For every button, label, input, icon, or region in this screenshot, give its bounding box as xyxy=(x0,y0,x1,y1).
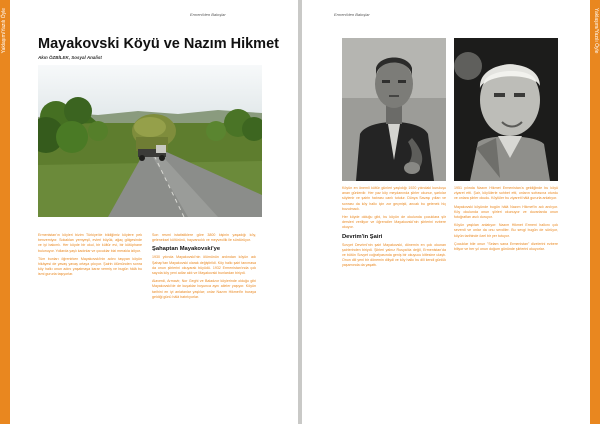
running-head: Ermeni'den Bakışlar xyxy=(334,12,370,17)
body-paragraph: Mayakovski köyünde bugün hâlâ Nazım Hikmet'in adı anılıyor. Köy okulunda onun şiirleri okunuyor ve duvarlarda onun fotoğrafları asılı duruyor. xyxy=(454,204,558,220)
running-head: Ermeni'den Bakışlar xyxy=(190,12,226,17)
body-paragraph: Sovyet Devrimi'nin şairi Mayakovski, dönemin en çok okunan şairlerinden biriydi. Şiirleri yalnız Rusya'da değil, Ermenistan'da ve bütün Sovyet coğrafyasında geniş bir okuyucu kitlesine ulaştı. Onun dili yeni bir dönemin diliydi ve köy halkı bu dili kendi günlük yaşamında da yaşattı. xyxy=(342,242,446,268)
right-page xyxy=(302,0,600,424)
body-paragraph: Her köyde olduğu gibi, bu köyün de okulunda çocuklara şiir dersleri veriliyor ve öğrenciler Mayakovski'nin şiirlerini ezbere okuyor. xyxy=(342,215,446,230)
road-landscape-photo xyxy=(38,65,262,217)
column-1 xyxy=(38,233,142,281)
column-2 xyxy=(152,233,256,303)
body-paragraph: 1930 yılında Mayakovski'nin ölümünün ardından köyün adı Şahap'tan Mayakovski olarak değiştirildi. Köy halkı şairi tanımasa da onun şiirlerini okuyarak büyüdü. 1932 Ermenistan'ında çok sayıda köy yeni adlar aldı ve Mayakovski bunlardan biriydi. xyxy=(152,255,256,276)
column-1 xyxy=(342,186,446,272)
body-paragraph: Tüm bunları öğrenirken Mayakovski'nin adını taşıyan köyün hikâyesi de yavaş yavaş ortaya çıkıyor. Şairin ölümünden sonra köy halkı onun adını yaşatmaya karar vermiş ve bugün hâlâ bu ismi gururla taşıyorlar. xyxy=(38,256,142,277)
portrait-photo-mayakovski xyxy=(342,38,446,181)
section-heading: Şahaptan Mayakovski'ye xyxy=(152,246,221,253)
section-heading: Devrim'in Şairi xyxy=(342,233,383,240)
body-paragraph: Son resmi istatistiklere göre 3800 kişinin yaşadığı köy, geleneksel kültürünü, hayvancılık ve meyvecilik ile sürdürüyor. xyxy=(152,233,256,243)
left-side-tab xyxy=(0,0,10,424)
column-2 xyxy=(454,186,558,255)
body-paragraph: Köyün yaşlıları anlatıyor: Nazım Hikmet Ermeni halkını çok severdi ve onlar da onu sevdiler. Bu sevgi bugün de sürüyor, köyün tarihinde özel bir yer tutuyor. xyxy=(454,223,558,238)
body-paragraph: Ermenistan'ın köyleri bizim Türkiye'de bildiğimiz köylere pek benzemiyor. Sokakları yemyeşil, evleri büyük, ağaç gölgesinde ve iyi bakımlı. Her köyde bir okul, bir kültür evi, bir kütüphane bulunuyor. Yollarda yaşlı kadınlar ve çocuklar bizi merakla izliyor. xyxy=(38,233,142,253)
right-side-tab xyxy=(590,0,600,424)
side-tab-label: Yaklaşım/Yazılı Öyle xyxy=(1,8,7,54)
body-paragraph: Alaverdi, Armavir, Nor Geghi ve Baladzor köylerinde olduğu gibi Mayakovski'de de kuşaklar boyunca aynı aileler yaşıyor. Köyün tarihini en iyi anlatanlar yaşlılar; onlar Nazım Hikmet'in buraya geldiği günü hâlâ hatırlıyorlar. xyxy=(152,279,256,299)
article-title: Mayakovski Köyü ve Nazım Hikmet xyxy=(38,36,279,52)
side-tab-label: Yaklaşım/Yazılı Öyle xyxy=(593,8,599,54)
article-author: Akın ÖZBİLEK, Sosyal Analist xyxy=(38,55,102,60)
left-page xyxy=(0,0,298,424)
body-paragraph: 1951 yılında Nazım Hikmet Ermenistan'a geldiğinde bu köyü ziyaret etti. Şair, köylülerle sohbet etti, onların sofrasına oturdu ve onlara şiirler okudu. Köylüler bu ziyareti hâlâ gururla anlatıyor. xyxy=(454,186,558,201)
highlight-paragraph: Çocuklar bile onun "Selam sana Ermenistan" dizelerini ezbere biliyor ve her yıl onun doğum gününde şiirlerini okuyorlar. xyxy=(454,241,558,252)
body-paragraph: Köyün en önemli kültür günleri yaşlıdığı 1920 yılındaki kuruluşu anan günlerdir. Her yaz köy meydanında şiirler okunur, şarkılar söylenir ve şairin hatırası canlı tutulur. Dünya Savaşı yılları ve sonrası da köy halkı için zor geçmişti, ancak bu gelenek hiç bozulmadı. xyxy=(342,186,446,211)
portrait-photo-nazim-hikmet xyxy=(454,38,558,181)
